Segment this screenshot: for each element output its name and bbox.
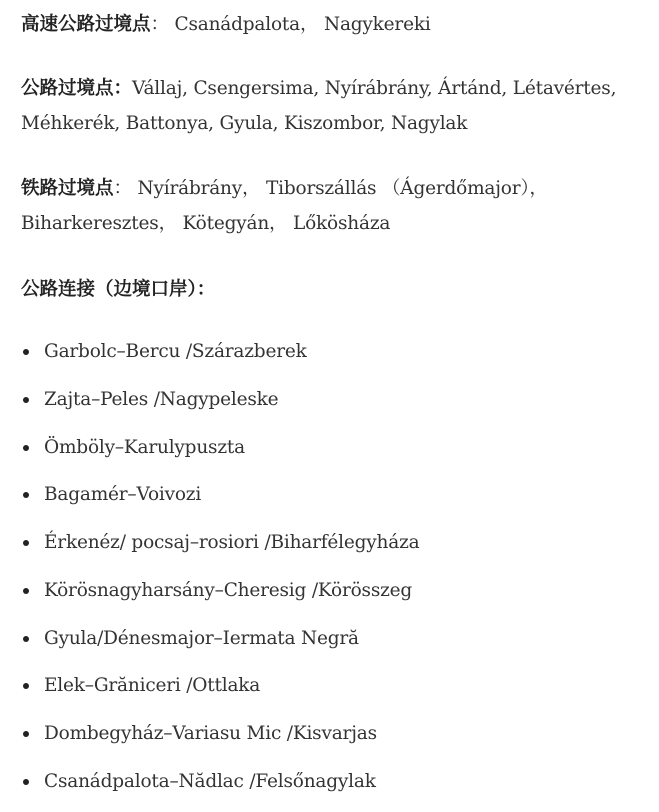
bullet-icon bbox=[23, 731, 29, 737]
list-item-text: Bagamér–Voivozi bbox=[44, 484, 202, 506]
bullet-icon bbox=[23, 636, 29, 642]
list-item bbox=[0, 334, 419, 382]
expressway-crossings-values: Csanádpalota， Nagykereki bbox=[174, 14, 431, 35]
list-item bbox=[0, 764, 419, 812]
list-item bbox=[0, 716, 419, 764]
list-item-text: Ömböly–Karulypuszta bbox=[44, 436, 245, 458]
list-item-text: Garbolc–Bercu /Szárazberek bbox=[44, 341, 307, 362]
bullet-icon bbox=[23, 397, 29, 403]
bullet-icon bbox=[23, 349, 29, 355]
list-item bbox=[0, 621, 419, 669]
list-item-text: Gyula/Dénesmajor–Iermata Negră bbox=[44, 627, 359, 649]
list-item-text: Érkenéz/ pocsaj–rosiori /Biharfélegyháza bbox=[44, 532, 420, 553]
expressway-crossings-separator: ： bbox=[150, 14, 169, 35]
road-connections-heading: 公路连接（边境口岸）： bbox=[21, 279, 216, 300]
list-item bbox=[0, 382, 419, 430]
list-item-text: Elek–Grăniceri /Ottlaka bbox=[44, 675, 261, 697]
bullet-icon bbox=[23, 492, 29, 498]
list-item-text: Körösnagyharsány–Cheresig /Körösszeg bbox=[44, 579, 413, 601]
bullet-icon bbox=[23, 445, 29, 451]
bullet-icon bbox=[23, 540, 29, 546]
road-connections-list bbox=[0, 334, 419, 812]
expressway-crossings-paragraph bbox=[21, 7, 639, 42]
rail-crossings-label: 铁路过境点 bbox=[21, 178, 114, 199]
bullet-icon bbox=[23, 588, 29, 594]
road-crossings-label: 公路过境点： bbox=[21, 78, 133, 99]
road-crossings-values: Vállaj, Csengersima, Nyírábrány, Ártánd, Létavértes, Méhkerék, Battonya, Gyula, Kiszombor, Nagylak bbox=[21, 78, 617, 134]
list-item bbox=[0, 525, 419, 573]
bullet-icon bbox=[23, 779, 29, 785]
list-item-text: Dombegyház–Variasu Mic /Kisvarjas bbox=[44, 723, 377, 744]
list-item bbox=[0, 430, 419, 478]
list-item-text: Csanádpalota–Nădlac /Felsőnagylak bbox=[44, 770, 376, 792]
rail-crossings-paragraph bbox=[21, 171, 639, 241]
rail-crossings-separator: ： bbox=[113, 178, 132, 199]
rail-crossings-values: Nyírábrány， Tiborszállás （Ágerdőmajor）， Biharkeresztes， Kötegyán， Lőkösháza bbox=[21, 178, 548, 234]
expressway-crossings-label: 高速公路过境点 bbox=[21, 14, 151, 35]
bullet-icon bbox=[23, 683, 29, 689]
list-item bbox=[0, 668, 419, 716]
road-crossings-paragraph bbox=[21, 71, 639, 141]
list-item-text: Zajta–Peles /Nagypeleske bbox=[44, 388, 279, 410]
list-item bbox=[0, 477, 419, 525]
list-item bbox=[0, 573, 419, 621]
